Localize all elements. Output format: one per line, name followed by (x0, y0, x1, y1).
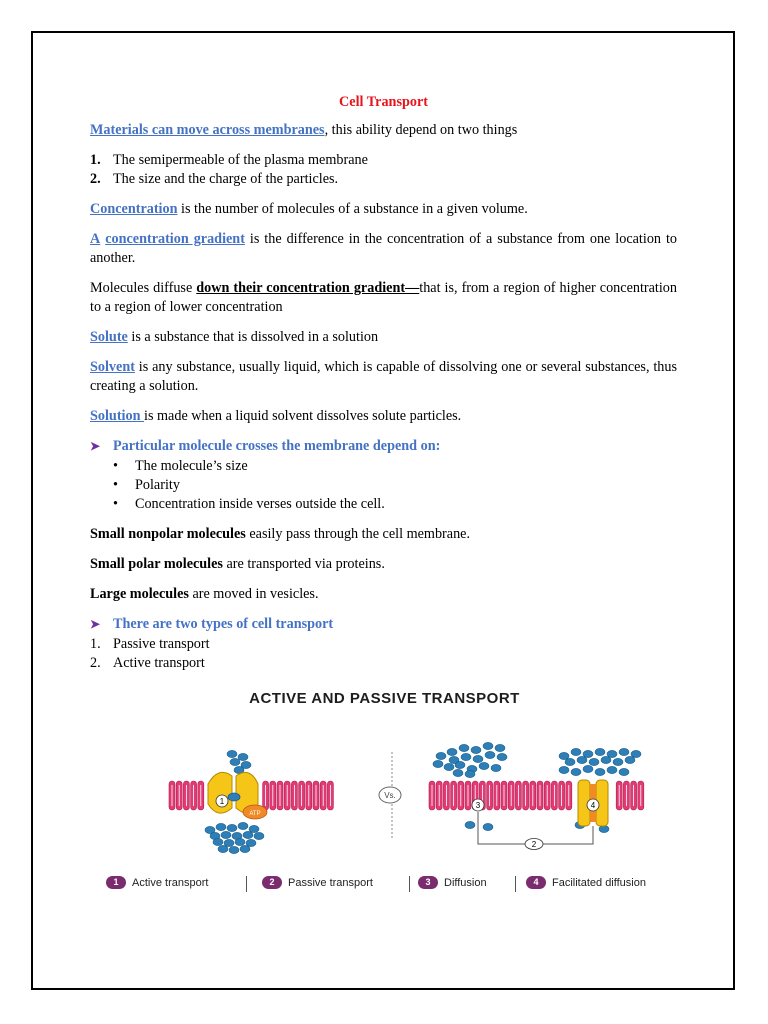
solution-paragraph (90, 407, 677, 426)
large-paragraph (90, 585, 677, 604)
molecule-dot (447, 748, 457, 755)
molecule-dot (254, 832, 264, 839)
solute-paragraph (90, 328, 677, 347)
large-text: are moved in vesicles. (188, 586, 319, 602)
arrow-bullet-icon: ➤ (90, 617, 101, 631)
marker-4: 4 (590, 801, 596, 810)
atp-label: ATP (249, 811, 261, 817)
molecule-dot (613, 758, 623, 765)
legend-badge: 2 (262, 876, 282, 889)
molecule-dot (595, 768, 605, 775)
molecule-dot (249, 825, 259, 832)
molecule-dot (485, 751, 495, 758)
particular-list (90, 457, 677, 514)
vs-label: Vs. (384, 791, 396, 800)
small-polar-paragraph (90, 555, 677, 574)
molecule-dot (235, 838, 245, 845)
molecule-dot (483, 742, 493, 749)
list-item (90, 170, 677, 189)
molecule-dot (229, 846, 239, 853)
legend-label: Passive transport (288, 876, 373, 889)
legend-item (106, 876, 208, 889)
legend-divider (246, 876, 247, 892)
solution-term: Solution (90, 408, 145, 424)
diffuse-paragraph (90, 279, 677, 317)
legend-label: Active transport (132, 876, 209, 889)
types-list (90, 635, 677, 673)
molecule-dot (625, 756, 635, 763)
molecule-dot (230, 758, 240, 765)
diffuse-text-before: Molecules diffuse (90, 280, 197, 296)
list-text: The semipermeable of the plasma membrane (113, 152, 368, 168)
particular-heading (90, 437, 677, 456)
molecule-dot (577, 756, 587, 763)
molecule-dot (631, 750, 641, 757)
solute-text: is a substance that is dissolved in a solution (127, 329, 379, 345)
molecule-dot (471, 746, 481, 753)
concentration-term: Concentration (90, 201, 178, 217)
legend-divider (515, 876, 516, 892)
legend-item (526, 876, 646, 889)
list-item (90, 151, 677, 170)
channel-protein (578, 780, 608, 826)
particular-heading-text: Particular molecule crosses the membrane depend on: (113, 438, 441, 454)
solvent-paragraph (90, 358, 677, 396)
intro-text: , this ability depend on two things (324, 122, 518, 138)
molecule-dot (479, 762, 489, 769)
bullet-icon: • (113, 477, 118, 493)
large-term: Large molecules (90, 586, 189, 602)
molecule-dot (497, 753, 507, 760)
small-nonpolar-term: Small nonpolar molecules (90, 526, 246, 542)
molecule-dot (238, 822, 248, 829)
gradient-term: concentration gradient (105, 231, 245, 247)
molecule-dot (559, 766, 569, 773)
small-nonpolar-text: easily pass through the cell membrane. (245, 526, 471, 542)
molecule-dot (465, 821, 475, 828)
small-nonpolar-paragraph (90, 525, 677, 544)
molecule-dot (453, 769, 463, 776)
concentration-text: is the number of molecules of a substance in a given volume. (177, 201, 528, 217)
molecule-dot (491, 764, 501, 771)
solution-text: is made when a liquid solvent dissolves solute particles. (144, 408, 462, 424)
intro-paragraph (90, 121, 677, 140)
molecule-dot (213, 838, 223, 845)
molecule-dot (455, 761, 465, 768)
molecule-dot (473, 755, 483, 762)
legend-item (418, 876, 487, 889)
concentration-paragraph (90, 200, 677, 219)
molecule-dot (619, 768, 629, 775)
types-heading (90, 615, 677, 634)
molecule-dot (433, 760, 443, 767)
marker-1: 1 (219, 797, 225, 806)
molecule-dot (218, 845, 228, 852)
molecule-dot (583, 750, 593, 757)
molecule-dot (221, 831, 231, 838)
list-text: The size and the charge of the particles. (113, 171, 339, 187)
molecule-dot (571, 748, 581, 755)
page-title: Cell Transport (339, 94, 428, 110)
molecule-dot (495, 744, 505, 751)
molecule-dot (444, 763, 454, 770)
intro-list (90, 151, 677, 189)
small-polar-text: are transported via proteins. (222, 556, 385, 572)
list-item (90, 457, 677, 476)
types-heading-text: There are two types of cell transport (113, 616, 334, 632)
list-item (90, 635, 677, 654)
gradient-term-a: A (90, 231, 101, 247)
list-number: 2. (90, 171, 101, 187)
molecule-dot (216, 823, 226, 830)
molecule-dot (459, 744, 469, 751)
molecule-dot (589, 758, 599, 765)
intro-term: Materials can move across membranes (90, 122, 325, 138)
molecule-dot (607, 766, 617, 773)
molecule-dot (436, 752, 446, 759)
molecule-dot (461, 753, 471, 760)
list-text: Passive transport (113, 636, 210, 652)
molecule-dot (565, 758, 575, 765)
molecule-dot (619, 748, 629, 755)
list-item (90, 476, 677, 495)
molecule-dot (224, 839, 234, 846)
molecule-dot (238, 753, 248, 760)
molecule-dot (243, 831, 253, 838)
marker-2: 2 (531, 840, 537, 849)
molecule-dot (601, 756, 611, 763)
marker-3: 3 (475, 801, 481, 810)
figure-title: ACTIVE AND PASSIVE TRANSPORT (249, 690, 520, 707)
list-item (90, 654, 677, 673)
molecule-dot (571, 768, 581, 775)
list-item (90, 495, 677, 514)
figure-legend (92, 874, 677, 896)
legend-badge: 3 (418, 876, 438, 889)
molecule-dot (483, 823, 493, 830)
gradient-text: is the difference in the concentration of a substance from one location to another. (90, 231, 677, 266)
legend-item (262, 876, 373, 889)
small-polar-term: Small polar molecules (90, 556, 223, 572)
transport-diagram (92, 684, 677, 869)
legend-badge: 1 (106, 876, 126, 889)
molecule-dot (595, 748, 605, 755)
molecule-dot (607, 750, 617, 757)
molecule-dot (465, 770, 475, 777)
list-number: 1. (90, 152, 101, 168)
molecule-dot (240, 845, 250, 852)
bullet-icon: • (113, 496, 118, 512)
transport-figure (92, 684, 677, 899)
document-body (90, 93, 677, 684)
molecule-dot (227, 750, 237, 757)
molecule-dot (559, 752, 569, 759)
active-transport-protein (208, 772, 267, 819)
list-text: The molecule’s size (135, 458, 248, 474)
legend-label: Diffusion (444, 876, 487, 889)
solvent-term: Solvent (90, 359, 135, 375)
legend-divider (409, 876, 410, 892)
diffuse-emphasis: down their concentration gradient— (196, 280, 420, 296)
molecule-dot (583, 765, 593, 772)
solute-term: Solute (90, 329, 128, 345)
list-text: Polarity (135, 477, 180, 493)
list-number: 1. (90, 636, 101, 652)
bullet-icon: • (113, 458, 118, 474)
right-membrane (429, 781, 644, 810)
solvent-text: is any substance, usually liquid, which is capable of dissolving one or several substances, thus creating a solution. (90, 359, 677, 394)
list-number: 2. (90, 655, 101, 671)
legend-badge: 4 (526, 876, 546, 889)
list-text: Concentration inside verses outside the cell. (135, 496, 385, 512)
diffuse-text-after: that is, from a region of higher concentration to a region of lower concentration (90, 280, 677, 315)
gradient-paragraph (90, 230, 677, 268)
molecule-dot (246, 839, 256, 846)
list-text: Active transport (113, 655, 205, 671)
molecule-dot (227, 824, 237, 831)
arrow-bullet-icon: ➤ (90, 439, 101, 453)
legend-label: Facilitated diffusion (552, 876, 646, 889)
